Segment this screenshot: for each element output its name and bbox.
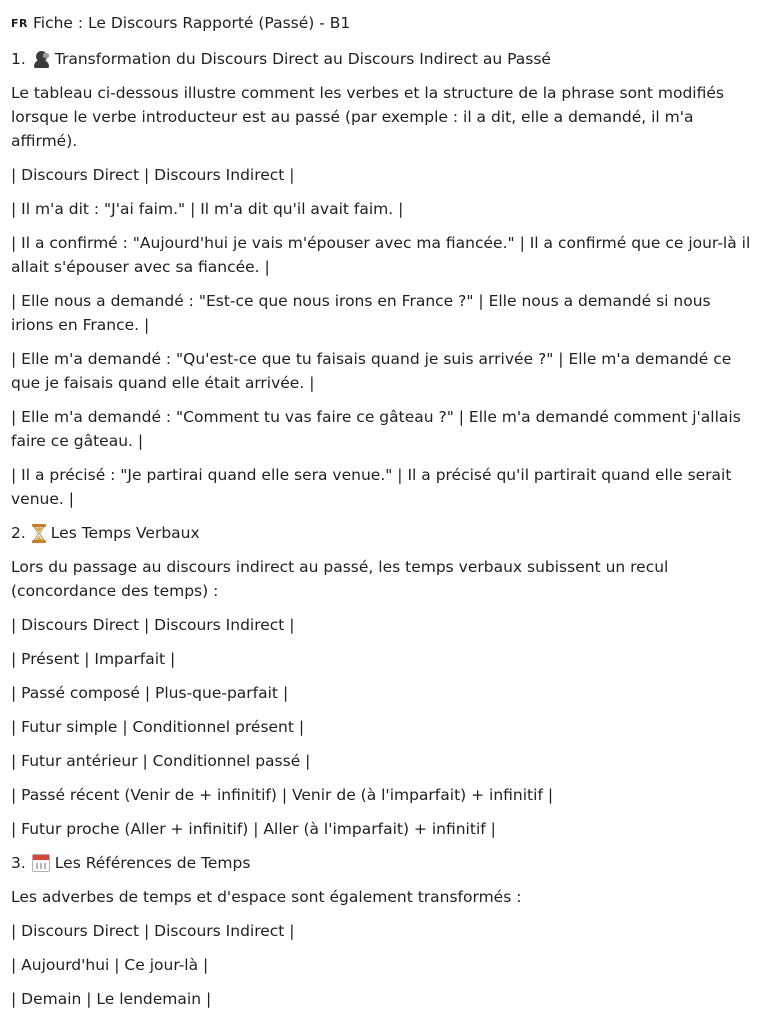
section-1-row: | Elle m'a demandé : "Comment tu vas faire ce gâteau ?" | Elle m'a demandé comment j'allais faire ce gâteau. | [11, 408, 741, 450]
section-2-row: | Passé composé | Plus-que-parfait | [11, 684, 289, 702]
page-title [11, 11, 756, 35]
section-2-row: | Discours Direct | Discours Indirect | [11, 616, 295, 634]
section-3-number: 3. [11, 854, 26, 872]
section-2-heading [11, 521, 756, 545]
section-1-row: | Elle m'a demandé : "Qu'est-ce que tu faisais quand je suis arrivée ?" | Elle m'a demandé ce que je faisais quand elle était arrivée. | [11, 350, 732, 392]
section-1-number: 1. [11, 50, 26, 68]
section-1-row: | Il m'a dit : "J'ai faim." | Il m'a dit qu'il avait faim. | [11, 200, 404, 218]
section-1-row: | Il a confirmé : "Aujourd'hui je vais m'épouser avec ma fiancée." | Il a confirmé que ce jour-là il allait s'épouser avec sa fiancée. | [11, 234, 751, 276]
section-2-number: 2. [11, 524, 26, 542]
section-1-row: | Elle nous a demandé : "Est-ce que nous irons en France ?" | Elle nous a demandé si nous irions en France. | [11, 292, 711, 334]
section-3-row: | Demain | Le lendemain | [11, 990, 212, 1008]
section-2-row: | Présent | Imparfait | [11, 650, 176, 668]
speaking-person-icon [32, 50, 50, 68]
section-2-title: Les Temps Verbaux [50, 524, 200, 542]
section-3-intro: Les adverbes de temps et d'espace sont également transformés : [11, 888, 522, 906]
section-2-intro: Lors du passage au discours indirect au passé, les temps verbaux subissent un recul (concordance des temps) : [11, 558, 669, 600]
section-2-row: | Passé récent (Venir de + infinitif) | Venir de (à l'imparfait) + infinitif | [11, 786, 554, 804]
page-title-text: Fiche : Le Discours Rapporté (Passé) - B1 [32, 14, 351, 32]
section-2-row: | Futur antérieur | Conditionnel passé | [11, 752, 311, 770]
section-3-title: Les Références de Temps [54, 854, 251, 872]
france-flag-icon: FR [11, 17, 28, 30]
section-2-row: | Futur simple | Conditionnel présent | [11, 718, 305, 736]
calendar-icon [32, 854, 50, 872]
section-1-row: | Discours Direct | Discours Indirect | [11, 166, 295, 184]
section-1-heading [11, 47, 756, 71]
section-3-heading [11, 851, 756, 875]
section-2-row: | Futur proche (Aller + infinitif) | Aller (à l'imparfait) + infinitif | [11, 820, 496, 838]
hourglass-icon [32, 524, 46, 543]
section-3-row: | Discours Direct | Discours Indirect | [11, 922, 295, 940]
section-1-intro: Le tableau ci-dessous illustre comment les verbes et la structure de la phrase sont modifiés lorsque le verbe introducteur est au passé (par exemple : il a dit, elle a demandé, il m'a affirmé). [11, 84, 724, 150]
section-1-title: Transformation du Discours Direct au Discours Indirect au Passé [54, 50, 551, 68]
section-1-row: | Il a précisé : "Je partirai quand elle sera venue." | Il a précisé qu'il partirait quand elle serait venue. | [11, 466, 732, 508]
section-3-row: | Aujourd'hui | Ce jour-là | [11, 956, 209, 974]
